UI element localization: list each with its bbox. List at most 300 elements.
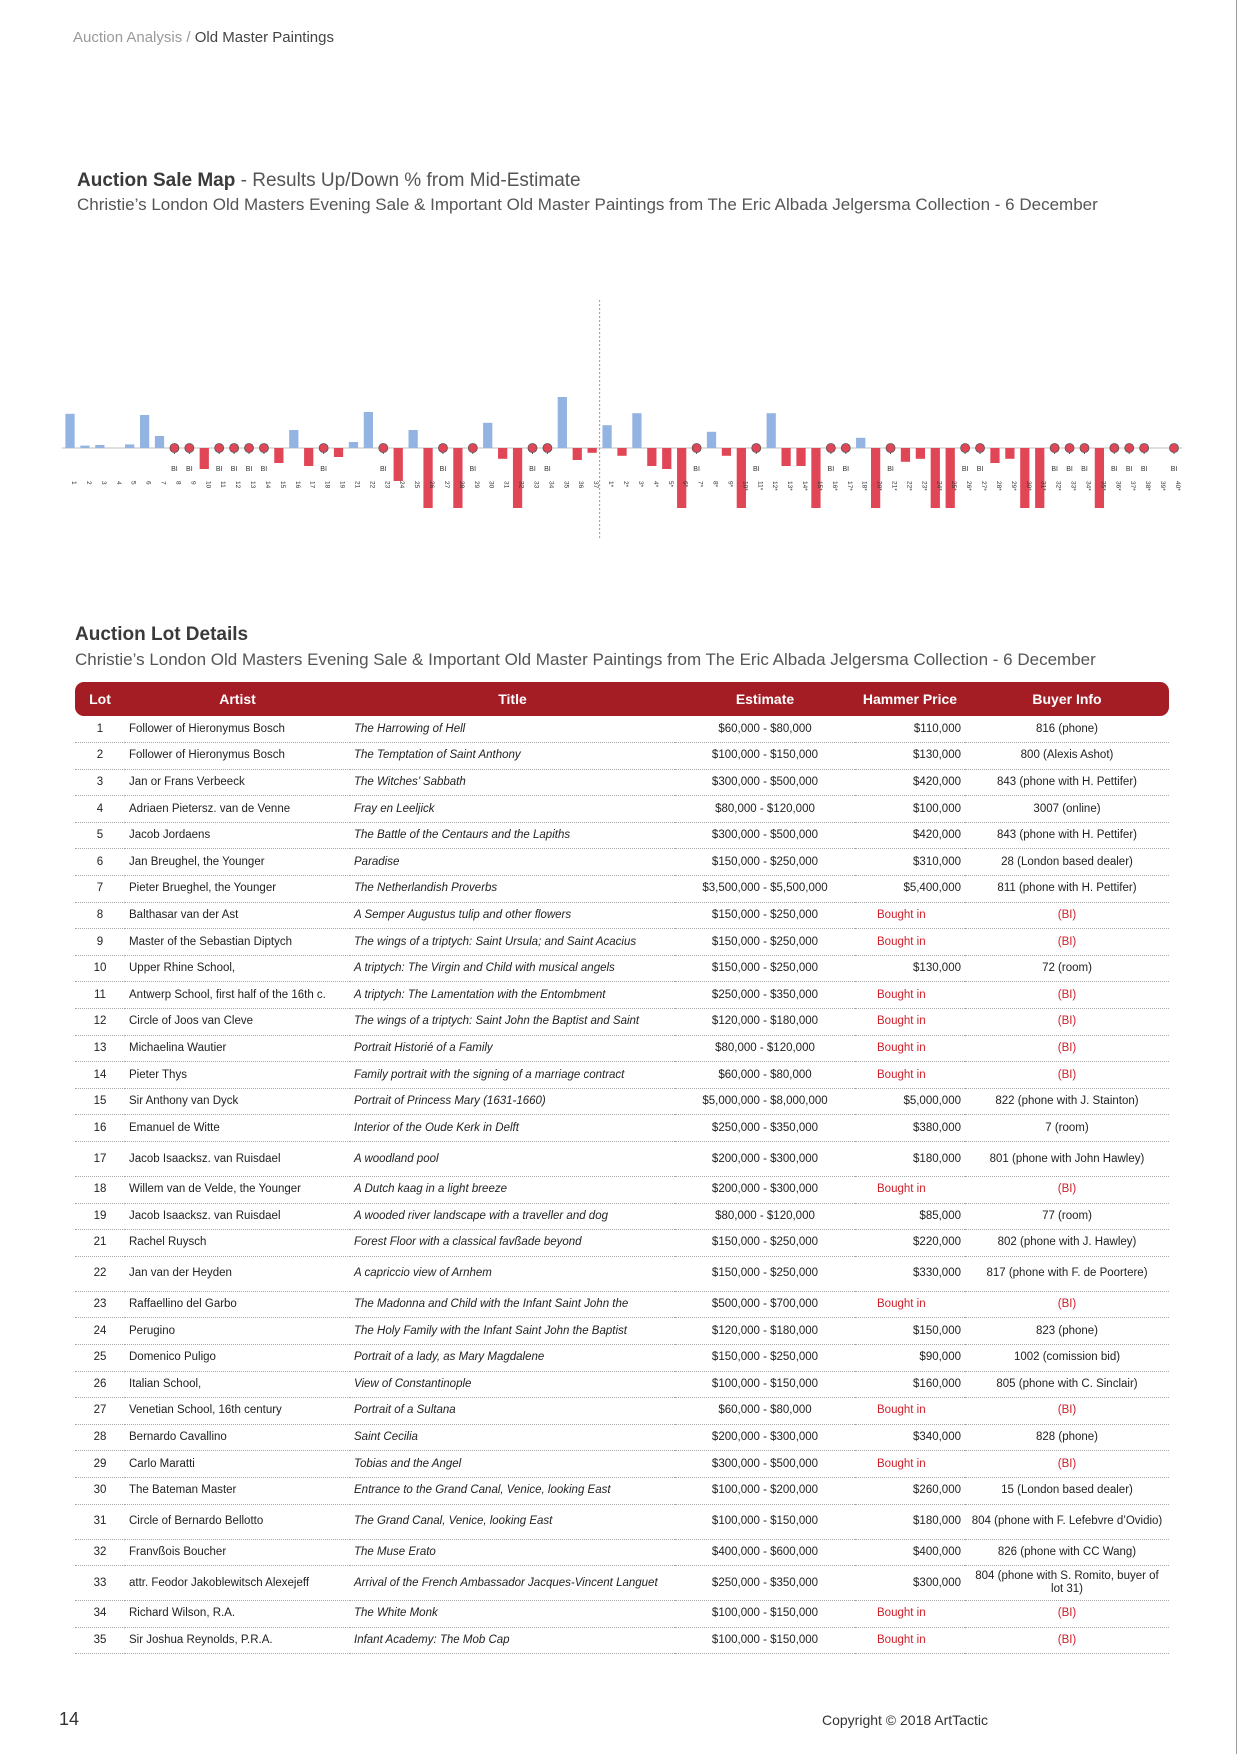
- bi-label: BI: [827, 466, 835, 473]
- tick-label-18*: 18*: [860, 481, 868, 491]
- bi-label: BI: [842, 466, 850, 473]
- tick-label-33: 33: [532, 481, 540, 489]
- bar-lot-16: [289, 430, 298, 448]
- bar-lot-20*: [871, 448, 880, 508]
- cell-buyer-info: (BI): [965, 1177, 1169, 1204]
- cell-buyer-info: 805 (phone with C. Sinclair): [965, 1371, 1169, 1398]
- cell-artist: Franvßois Boucher: [125, 1539, 350, 1566]
- tick-label-33*: 33*: [1069, 481, 1077, 491]
- cell-estimate: $60,000 - $80,000: [675, 1062, 855, 1089]
- cell-lot: 35: [75, 1627, 125, 1654]
- cell-title: The Muse Erato: [350, 1539, 675, 1566]
- cell-title: The Harrowing of Hell: [350, 716, 675, 743]
- cell-artist: Jan van der Heyden: [125, 1256, 350, 1291]
- bi-label: BI: [1125, 466, 1133, 473]
- tick-label-14: 14: [263, 481, 271, 489]
- tick-label-3*: 3*: [636, 481, 644, 488]
- bi-marker: [1125, 444, 1134, 453]
- cell-title: The Netherlandish Proverbs: [350, 876, 675, 903]
- cell-estimate: $200,000 - $300,000: [675, 1424, 855, 1451]
- cell-title: Fray en Leeljick: [350, 796, 675, 823]
- cell-title: Arrival of the French Ambassador Jacques-Vincent Languet: [350, 1566, 675, 1601]
- cell-title: Entrance to the Grand Canal, Venice, looking East: [350, 1477, 675, 1504]
- cell-estimate: $150,000 - $250,000: [675, 849, 855, 876]
- cell-buyer-info: (BI): [965, 1291, 1169, 1318]
- tick-label-22*: 22*: [905, 481, 913, 491]
- tick-label-16: 16: [293, 481, 301, 489]
- cell-title: Forest Floor with a classical favßade beyond: [350, 1230, 675, 1257]
- bi-label: BI: [693, 466, 700, 473]
- bar-lot-15*: [811, 448, 820, 508]
- cell-title: A triptych: The Lamentation with the Entombment: [350, 982, 675, 1009]
- table-row: [75, 1451, 1169, 1478]
- bi-label: BI: [245, 466, 253, 473]
- tick-label-2: 2: [84, 481, 92, 485]
- cell-title: The Temptation of Saint Anthony: [350, 743, 675, 770]
- table-row: [75, 1177, 1169, 1204]
- cell-lot: 12: [75, 1009, 125, 1036]
- header-buyer-info: Buyer Info: [965, 682, 1169, 716]
- cell-lot: 11: [75, 982, 125, 1009]
- sale-map-chart: [0, 290, 1241, 550]
- cell-artist: Upper Rhine School,: [125, 955, 350, 982]
- cell-estimate: $100,000 - $150,000: [675, 743, 855, 770]
- cell-lot: 23: [75, 1291, 125, 1318]
- tick-label-32*: 32*: [1054, 481, 1062, 491]
- cell-artist: Richard Wilson, R.A.: [125, 1601, 350, 1628]
- bar-lot-5: [125, 444, 134, 448]
- cell-artist: The Bateman Master: [125, 1477, 350, 1504]
- tick-label-28: 28: [457, 481, 465, 489]
- tick-label-34: 34: [547, 481, 555, 489]
- cell-estimate: $200,000 - $300,000: [675, 1177, 855, 1204]
- bar-lot-5*: [662, 448, 671, 469]
- cell-lot: 26: [75, 1371, 125, 1398]
- table-row: [75, 716, 1169, 743]
- cell-title: The Witches’ Sabbath: [350, 769, 675, 796]
- cell-lot: 7: [75, 876, 125, 903]
- cell-buyer-info: 28 (London based dealer): [965, 849, 1169, 876]
- cell-title: The wings of a triptych: Saint Ursula; and Saint Acacius: [350, 929, 675, 956]
- lot-details-table: [75, 682, 1169, 1654]
- cell-lot: 2: [75, 743, 125, 770]
- tick-label-17*: 17*: [845, 481, 853, 491]
- bar-lot-32: [513, 448, 522, 508]
- breadcrumb-parent[interactable]: Auction Analysis: [73, 29, 183, 46]
- cell-hammer-price: $180,000: [855, 1142, 965, 1177]
- breadcrumb: [73, 29, 334, 46]
- cell-lot: 3: [75, 769, 125, 796]
- tick-label-9*: 9*: [726, 481, 734, 488]
- cell-artist: Jacob Isaacksz. van Ruisdael: [125, 1142, 350, 1177]
- cell-buyer-info: 804 (phone with F. Lefebvre d’Ovidio): [965, 1504, 1169, 1539]
- cell-lot: 25: [75, 1344, 125, 1371]
- cell-hammer-price: $310,000: [855, 849, 965, 876]
- tick-label-37*: 37*: [1129, 481, 1137, 491]
- bi-label: BI: [1111, 466, 1118, 473]
- table-row: [75, 1009, 1169, 1036]
- cell-artist: Follower of Hieronymus Bosch: [125, 716, 350, 743]
- cell-title: Portrait of Princess Mary (1631-1660): [350, 1088, 675, 1115]
- table-row: [75, 743, 1169, 770]
- lot-details-subtitle: Christie’s London Old Masters Evening Sale & Important Old Master Paintings from The Eric Albada Jelgersma Collection - 6 December: [75, 650, 1096, 669]
- bi-marker: [170, 444, 179, 453]
- cell-estimate: $120,000 - $180,000: [675, 1009, 855, 1036]
- cell-estimate: $150,000 - $250,000: [675, 1344, 855, 1371]
- bi-label: BI: [976, 466, 984, 473]
- bar-lot-23*: [916, 448, 925, 459]
- tick-label-27: 27: [442, 481, 450, 489]
- cell-hammer-price: Bought in: [855, 929, 965, 956]
- cell-estimate: $3,500,000 - $5,500,000: [675, 876, 855, 903]
- bar-lot-1*: [602, 425, 611, 448]
- cell-hammer-price: Bought in: [855, 1035, 965, 1062]
- tick-label-26*: 26*: [965, 481, 973, 491]
- cell-hammer-price: $260,000: [855, 1477, 965, 1504]
- cell-estimate: $200,000 - $300,000: [675, 1142, 855, 1177]
- bi-label: BI: [260, 466, 268, 473]
- cell-title: The Madonna and Child with the Infant Saint John the: [350, 1291, 675, 1318]
- tick-label-25: 25: [413, 481, 421, 489]
- cell-lot: 18: [75, 1177, 125, 1204]
- tick-label-17: 17: [308, 481, 316, 489]
- cell-buyer-info: 7 (room): [965, 1115, 1169, 1142]
- cell-estimate: $150,000 - $250,000: [675, 955, 855, 982]
- tick-label-21: 21: [353, 481, 361, 489]
- bi-marker: [1065, 444, 1074, 453]
- cell-buyer-info: (BI): [965, 982, 1169, 1009]
- table-row: [75, 1062, 1169, 1089]
- tick-label-24: 24: [398, 481, 406, 489]
- tick-label-7: 7: [159, 481, 167, 485]
- cell-artist: attr. Feodor Jakoblewitsch Alexejeff: [125, 1566, 350, 1601]
- cell-lot: 6: [75, 849, 125, 876]
- sale-map-title-bold: Auction Sale Map: [77, 170, 236, 191]
- tick-label-20*: 20*: [875, 481, 883, 491]
- bar-lot-24*: [931, 448, 943, 508]
- tick-label-37: 37: [592, 481, 600, 489]
- bar-lot-17: [304, 448, 313, 466]
- header-lot: Lot: [75, 682, 125, 716]
- bar-lot-2*: [617, 448, 626, 456]
- cell-hammer-price: $110,000: [855, 716, 965, 743]
- cell-estimate: $100,000 - $200,000: [675, 1477, 855, 1504]
- cell-estimate: $150,000 - $250,000: [675, 929, 855, 956]
- cell-buyer-info: 817 (phone with F. de Poortere): [965, 1256, 1169, 1291]
- tick-label-22: 22: [368, 481, 376, 489]
- bar-lot-7: [155, 436, 164, 448]
- cell-title: The White Monk: [350, 1601, 675, 1628]
- cell-title: Paradise: [350, 849, 675, 876]
- bar-lot-24: [394, 448, 403, 481]
- bar-lot-22*: [901, 448, 910, 462]
- table-row: [75, 1115, 1169, 1142]
- cell-buyer-info: 801 (phone with John Hawley): [965, 1142, 1169, 1177]
- cell-artist: Sir Anthony van Dyck: [125, 1088, 350, 1115]
- tick-label-2*: 2*: [622, 481, 629, 488]
- cell-lot: 29: [75, 1451, 125, 1478]
- cell-buyer-info: (BI): [965, 902, 1169, 929]
- cell-hammer-price: $150,000: [855, 1318, 965, 1345]
- cell-estimate: $100,000 - $150,000: [675, 1371, 855, 1398]
- cell-estimate: $300,000 - $500,000: [675, 822, 855, 849]
- cell-buyer-info: (BI): [965, 1398, 1169, 1425]
- tick-label-23*: 23*: [920, 481, 928, 491]
- bar-lot-6*: [677, 448, 686, 508]
- bar-lot-19: [334, 448, 343, 457]
- table-row: [75, 1088, 1169, 1115]
- cell-lot: 28: [75, 1424, 125, 1451]
- header-title: Title: [350, 682, 675, 716]
- cell-hammer-price: Bought in: [855, 1451, 965, 1478]
- cell-lot: 14: [75, 1062, 125, 1089]
- tick-label-23: 23: [383, 481, 391, 489]
- tick-label-36*: 36*: [1114, 481, 1122, 491]
- table-header-row: [75, 682, 1169, 716]
- cell-estimate: $5,000,000 - $8,000,000: [675, 1088, 855, 1115]
- cell-buyer-info: (BI): [965, 1062, 1169, 1089]
- bi-marker: [1140, 444, 1149, 453]
- tick-label-26: 26: [428, 481, 436, 489]
- bi-marker: [886, 444, 895, 453]
- lot-details-title: Auction Lot Details: [75, 624, 249, 645]
- cell-estimate: $150,000 - $250,000: [675, 1256, 855, 1291]
- bi-label: BI: [230, 466, 238, 473]
- copyright: Copyright © 2018 ArtTactic: [822, 1712, 988, 1728]
- bar-lot-35*: [1095, 448, 1107, 508]
- cell-lot: 13: [75, 1035, 125, 1062]
- sale-map-subtitle: Christie’s London Old Masters Evening Sale & Important Old Master Paintings from The Eric Albada Jelgersma Collection - 6 December: [77, 195, 1098, 214]
- cell-hammer-price: $130,000: [855, 743, 965, 770]
- cell-buyer-info: (BI): [965, 1035, 1169, 1062]
- bar-lot-1: [65, 414, 74, 448]
- cell-estimate: $120,000 - $180,000: [675, 1318, 855, 1345]
- cell-estimate: $60,000 - $80,000: [675, 716, 855, 743]
- cell-hammer-price: $5,400,000: [855, 876, 965, 903]
- tick-label-5: 5: [129, 481, 137, 485]
- cell-title: Interior of the Oude Kerk in Delft: [350, 1115, 675, 1142]
- cell-hammer-price: $100,000: [855, 796, 965, 823]
- bi-label: BI: [961, 466, 969, 473]
- cell-title: A triptych: The Virgin and Child with musical angels: [350, 955, 675, 982]
- table-row: [75, 1504, 1169, 1539]
- bi-marker: [259, 444, 268, 453]
- bi-marker: [543, 444, 552, 453]
- table-row: [75, 1291, 1169, 1318]
- cell-buyer-info: 823 (phone): [965, 1318, 1169, 1345]
- cell-hammer-price: $300,000: [855, 1566, 965, 1601]
- tick-label-8: 8: [174, 481, 182, 485]
- cell-lot: 32: [75, 1539, 125, 1566]
- bi-marker: [438, 444, 447, 453]
- cell-lot: 31: [75, 1504, 125, 1539]
- bar-lot-14*: [796, 448, 805, 466]
- bi-label: BI: [215, 466, 223, 473]
- cell-buyer-info: 843 (phone with H. Pettifer): [965, 769, 1169, 796]
- cell-lot: 16: [75, 1115, 125, 1142]
- cell-lot: 34: [75, 1601, 125, 1628]
- tick-label-11*: 11*: [756, 481, 764, 491]
- cell-hammer-price: $340,000: [855, 1424, 965, 1451]
- cell-estimate: $150,000 - $250,000: [675, 902, 855, 929]
- cell-hammer-price: $420,000: [855, 822, 965, 849]
- cell-hammer-price: $180,000: [855, 1504, 965, 1539]
- cell-title: Family portrait with the signing of a marriage contract: [350, 1062, 675, 1089]
- tick-label-12*: 12*: [771, 481, 779, 491]
- cell-artist: Follower of Hieronymus Bosch: [125, 743, 350, 770]
- cell-estimate: $500,000 - $700,000: [675, 1291, 855, 1318]
- cell-hammer-price: $85,000: [855, 1203, 965, 1230]
- cell-estimate: $100,000 - $150,000: [675, 1601, 855, 1628]
- cell-artist: Jacob Isaacksz. van Ruisdael: [125, 1203, 350, 1230]
- bi-marker: [752, 444, 761, 453]
- cell-title: A Dutch kaag in a light breeze: [350, 1177, 675, 1204]
- cell-lot: 17: [75, 1142, 125, 1177]
- cell-artist: Master of the Sebastian Diptych: [125, 929, 350, 956]
- bar-lot-10: [200, 448, 209, 469]
- bi-marker: [215, 444, 224, 453]
- tick-label-12: 12: [234, 481, 242, 489]
- cell-hammer-price: Bought in: [855, 1601, 965, 1628]
- cell-buyer-info: 1002 (comission bid): [965, 1344, 1169, 1371]
- cell-buyer-info: 802 (phone with J. Hawley): [965, 1230, 1169, 1257]
- bar-lot-12*: [767, 413, 776, 448]
- bi-label: BI: [1066, 466, 1073, 473]
- table-row: [75, 902, 1169, 929]
- bar-lot-30*: [1020, 448, 1029, 508]
- cell-lot: 1: [75, 716, 125, 743]
- tick-label-38*: 38*: [1144, 481, 1152, 491]
- bi-label: BI: [752, 466, 760, 473]
- table-row: [75, 929, 1169, 956]
- bar-lot-25: [409, 430, 418, 448]
- bar-lot-8*: [707, 432, 716, 448]
- cell-hammer-price: $5,000,000: [855, 1088, 965, 1115]
- tick-label-19: 19: [338, 481, 346, 489]
- tick-label-4: 4: [114, 481, 122, 485]
- cell-artist: Venetian School, 16th century: [125, 1398, 350, 1425]
- bi-marker: [976, 444, 985, 453]
- bi-marker: [1050, 444, 1059, 453]
- bi-marker: [961, 444, 970, 453]
- cell-artist: Rachel Ruysch: [125, 1230, 350, 1257]
- table-row: [75, 849, 1169, 876]
- tick-label-24*: 24*: [935, 481, 943, 491]
- cell-buyer-info: 826 (phone with CC Wang): [965, 1539, 1169, 1566]
- tick-label-39*: 39*: [1159, 481, 1167, 491]
- cell-lot: 10: [75, 955, 125, 982]
- bar-lot-28*: [990, 448, 999, 463]
- tick-label-14*: 14*: [801, 481, 809, 491]
- cell-buyer-info: (BI): [965, 1601, 1169, 1628]
- tick-label-32: 32: [517, 481, 525, 489]
- cell-artist: Raffaellino del Garbo: [125, 1291, 350, 1318]
- bar-lot-36: [573, 448, 582, 460]
- bi-marker: [230, 444, 239, 453]
- tick-label-34*: 34*: [1084, 481, 1092, 491]
- cell-hammer-price: Bought in: [855, 1177, 965, 1204]
- tick-label-9: 9: [189, 481, 197, 485]
- bi-marker: [379, 444, 388, 453]
- bi-marker: [692, 444, 701, 453]
- header-hammer-price: Hammer Price: [855, 682, 965, 716]
- cell-buyer-info: (BI): [965, 1627, 1169, 1654]
- cell-estimate: $400,000 - $600,000: [675, 1539, 855, 1566]
- table-row: [75, 1344, 1169, 1371]
- tick-label-31: 31: [502, 481, 510, 489]
- table-row: [75, 1035, 1169, 1062]
- cell-artist: Domenico Puligo: [125, 1344, 350, 1371]
- cell-hammer-price: Bought in: [855, 1398, 965, 1425]
- cell-buyer-info: (BI): [965, 1451, 1169, 1478]
- table-row: [75, 1601, 1169, 1628]
- cell-title: The Battle of the Centaurs and the Lapiths: [350, 822, 675, 849]
- cell-title: Portrait Historié of a Family: [350, 1035, 675, 1062]
- tick-label-6: 6: [144, 481, 152, 485]
- cell-title: The Grand Canal, Venice, looking East: [350, 1504, 675, 1539]
- bar-lot-25*: [946, 448, 958, 508]
- cell-artist: Jan Breughel, the Younger: [125, 849, 350, 876]
- breadcrumb-separator: /: [186, 29, 191, 46]
- table-row: [75, 1566, 1169, 1601]
- cell-lot: 27: [75, 1398, 125, 1425]
- tick-label-7*: 7*: [696, 481, 704, 488]
- bi-label: BI: [887, 466, 894, 473]
- tick-label-13*: 13*: [786, 481, 794, 491]
- cell-lot: 21: [75, 1230, 125, 1257]
- tick-label-16*: 16*: [830, 481, 838, 491]
- cell-hammer-price: Bought in: [855, 1627, 965, 1654]
- bi-marker: [1170, 444, 1179, 453]
- cell-buyer-info: (BI): [965, 1009, 1169, 1036]
- cell-lot: 15: [75, 1088, 125, 1115]
- cell-buyer-info: 822 (phone with J. Stainton): [965, 1088, 1169, 1115]
- tick-label-29*: 29*: [1009, 481, 1017, 491]
- cell-buyer-info: 72 (room): [965, 955, 1169, 982]
- bi-marker: [1080, 444, 1089, 453]
- tick-label-15: 15: [278, 481, 286, 489]
- cell-lot: 24: [75, 1318, 125, 1345]
- cell-hammer-price: $220,000: [855, 1230, 965, 1257]
- header-artist: Artist: [125, 682, 350, 716]
- table-row: [75, 1230, 1169, 1257]
- tick-label-1*: 1*: [607, 481, 615, 488]
- cell-title: View of Constantinople: [350, 1371, 675, 1398]
- cell-estimate: $150,000 - $250,000: [675, 1230, 855, 1257]
- bi-label: BI: [1170, 466, 1178, 473]
- bi-marker: [826, 444, 835, 453]
- cell-estimate: $80,000 - $120,000: [675, 1035, 855, 1062]
- cell-artist: Pieter Brueghel, the Younger: [125, 876, 350, 903]
- cell-hammer-price: $330,000: [855, 1256, 965, 1291]
- bi-label: BI: [1051, 466, 1058, 473]
- bi-marker: [185, 444, 194, 453]
- cell-buyer-info: 3007 (online): [965, 796, 1169, 823]
- bar-lot-18*: [856, 438, 865, 448]
- cell-buyer-info: 811 (phone with H. Pettifer): [965, 876, 1169, 903]
- cell-artist: Willem van de Velde, the Younger: [125, 1177, 350, 1204]
- cell-hammer-price: $130,000: [855, 955, 965, 982]
- cell-artist: Jacob Jordaens: [125, 822, 350, 849]
- bi-label: BI: [439, 466, 447, 473]
- tick-label-13: 13: [249, 481, 257, 489]
- sale-map-title-rest: - Results Up/Down % from Mid-Estimate: [235, 170, 581, 191]
- tick-label-3: 3: [99, 481, 107, 485]
- header-estimate: Estimate: [675, 682, 855, 716]
- cell-buyer-info: 828 (phone): [965, 1424, 1169, 1451]
- cell-hammer-price: Bought in: [855, 902, 965, 929]
- table-row: [75, 1627, 1169, 1654]
